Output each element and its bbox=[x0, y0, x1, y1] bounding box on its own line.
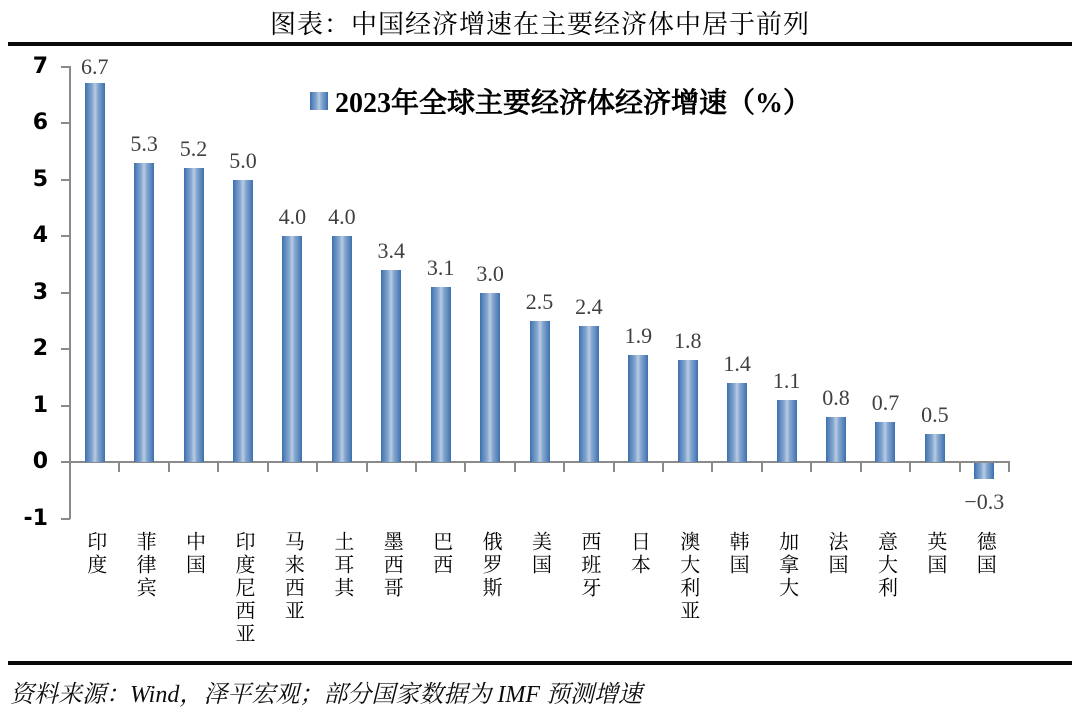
x-tick bbox=[810, 463, 812, 472]
x-tick bbox=[860, 463, 862, 472]
bar-value-label: 4.0 bbox=[278, 204, 307, 229]
x-tick bbox=[316, 463, 318, 472]
bar-value-label: 2.5 bbox=[525, 288, 554, 314]
x-category-label: 印度尼西亚 bbox=[231, 531, 254, 646]
bar-value-label: 1.8 bbox=[674, 328, 702, 354]
x-category-label: 法国 bbox=[825, 531, 848, 577]
x-category-label: 菲律宾 bbox=[133, 531, 156, 600]
bar-value-label: 1.4 bbox=[723, 350, 751, 376]
bar bbox=[678, 360, 698, 462]
source-note: 资料来源：Wind，泽平宏观；部分国家数据为 IMF 预测增速 bbox=[10, 682, 642, 708]
y-tick bbox=[61, 122, 70, 124]
y-tick-label: 0 bbox=[32, 449, 48, 474]
x-tick bbox=[464, 463, 466, 472]
bar bbox=[579, 326, 599, 462]
x-category-label: 俄罗斯 bbox=[479, 531, 502, 600]
x-category-label: 巴西 bbox=[429, 531, 452, 577]
x-tick bbox=[959, 463, 961, 472]
x-category-label: 加拿大 bbox=[775, 531, 798, 600]
bar-value-label: 1.9 bbox=[624, 322, 653, 348]
bar-value-label: 0.7 bbox=[871, 390, 900, 416]
bar bbox=[282, 236, 302, 462]
bar-value-label: 5.3 bbox=[130, 130, 158, 156]
bar bbox=[974, 463, 994, 479]
x-tick bbox=[909, 463, 911, 472]
x-tick bbox=[366, 463, 368, 472]
bar bbox=[875, 422, 895, 462]
bar bbox=[332, 236, 352, 462]
y-tick-label: -1 bbox=[23, 505, 48, 531]
y-tick-label: 3 bbox=[32, 279, 48, 305]
x-category-label: 韩国 bbox=[726, 531, 749, 577]
bar bbox=[727, 383, 747, 462]
bar-value-label: 1.1 bbox=[772, 367, 801, 393]
x-category-label: 德国 bbox=[973, 531, 996, 577]
page-title: 图表：中国经济增速在主要经济体中居于前列 bbox=[269, 10, 810, 39]
y-tick-label: 2 bbox=[32, 336, 48, 361]
x-tick bbox=[514, 463, 516, 472]
bar bbox=[925, 434, 945, 462]
bar-value-label: 2.4 bbox=[575, 294, 603, 320]
x-category-label: 马来西亚 bbox=[281, 531, 304, 623]
x-category-label: 日本 bbox=[627, 531, 650, 577]
x-tick bbox=[415, 463, 417, 472]
bar-value-label: 0.5 bbox=[921, 401, 949, 427]
bar bbox=[233, 180, 253, 463]
bar-value-label: 3.0 bbox=[476, 260, 504, 286]
x-category-label: 西班牙 bbox=[577, 531, 600, 600]
x-tick bbox=[267, 463, 269, 472]
bar-value-label: 4.0 bbox=[328, 204, 356, 229]
x-tick bbox=[1008, 463, 1010, 472]
bar bbox=[381, 270, 401, 462]
x-tick bbox=[168, 463, 170, 472]
legend-label: 2023年全球主要经济体经济增速（%） bbox=[335, 88, 812, 119]
x-tick bbox=[662, 463, 664, 472]
y-tick bbox=[61, 518, 70, 520]
bar bbox=[431, 287, 451, 462]
y-tick bbox=[61, 405, 70, 407]
bar-value-label: −0.3 bbox=[964, 488, 1005, 514]
y-tick-label: 7 bbox=[32, 53, 48, 79]
x-category-label: 印度 bbox=[83, 531, 106, 577]
y-tick bbox=[61, 292, 70, 294]
x-tick bbox=[711, 463, 713, 472]
bar bbox=[184, 168, 204, 462]
y-tick bbox=[61, 179, 70, 181]
x-category-label: 中国 bbox=[182, 531, 205, 577]
bar bbox=[826, 417, 846, 462]
bar bbox=[480, 293, 500, 463]
y-tick-label: 6 bbox=[32, 110, 48, 135]
x-category-label: 澳大利亚 bbox=[676, 531, 699, 623]
x-tick bbox=[118, 463, 120, 472]
bar bbox=[85, 83, 105, 462]
bar-value-label: 6.7 bbox=[80, 54, 109, 79]
bar bbox=[628, 355, 648, 462]
x-tick bbox=[69, 463, 71, 472]
y-tick bbox=[61, 348, 70, 350]
x-tick bbox=[217, 463, 219, 472]
bar bbox=[777, 400, 797, 462]
x-category-label: 意大利 bbox=[874, 531, 897, 600]
x-tick bbox=[613, 463, 615, 472]
bar-value-label: 0.8 bbox=[822, 384, 850, 410]
x-tick bbox=[563, 463, 565, 472]
y-tick-label: 1 bbox=[32, 392, 48, 418]
chart-legend bbox=[310, 84, 811, 118]
legend-swatch-icon bbox=[310, 92, 328, 110]
bottom-divider bbox=[8, 661, 1072, 665]
x-category-label: 土耳其 bbox=[330, 531, 353, 600]
bar-value-label: 5.2 bbox=[179, 136, 208, 162]
bar bbox=[530, 321, 550, 462]
bar-value-label: 3.4 bbox=[377, 237, 405, 263]
bar bbox=[134, 163, 154, 462]
x-category-label: 墨西哥 bbox=[380, 531, 403, 600]
y-tick-label: 4 bbox=[32, 223, 48, 248]
y-tick-label: 5 bbox=[32, 166, 48, 192]
bar-value-label: 5.0 bbox=[229, 147, 257, 173]
x-category-label: 英国 bbox=[923, 531, 946, 577]
bar-value-label: 3.1 bbox=[426, 254, 455, 280]
x-category-label: 美国 bbox=[528, 531, 551, 577]
y-tick bbox=[61, 235, 70, 237]
x-tick bbox=[761, 463, 763, 472]
